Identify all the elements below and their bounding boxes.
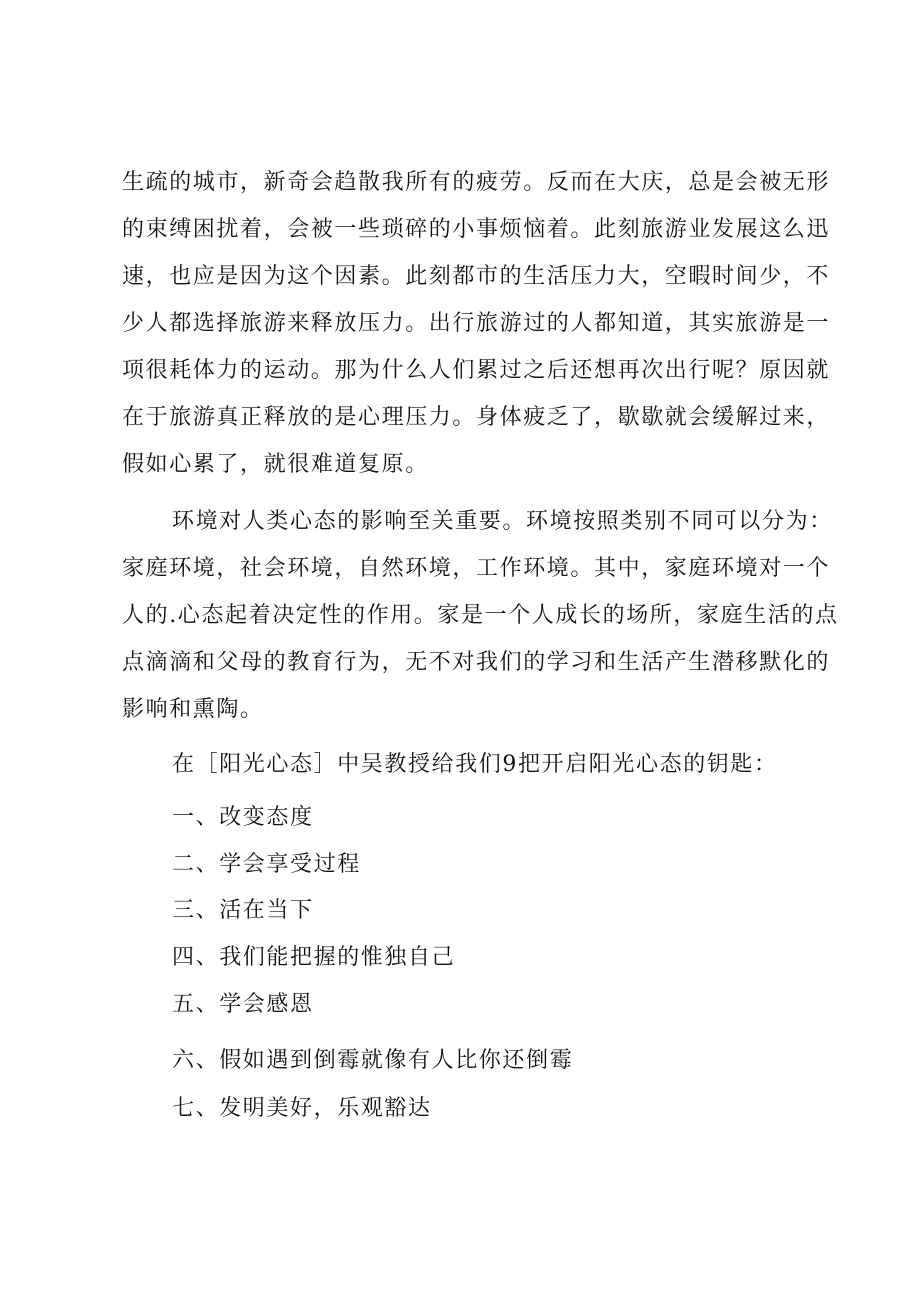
key-item-3: 三、活在当下 xyxy=(172,898,314,923)
paragraph-1-line-2: 的束缚困扰着，会被一些琐碎的小事烦恼着。此刻旅游业发展这么迅 xyxy=(122,217,831,242)
key-item-6: 六、假如遇到倒霉就像有人比你还倒霉 xyxy=(172,1048,574,1073)
paragraph-1-line-5: 项很耗体力的运动。那为什么人们累过之后还想再次出行呢？原因就 xyxy=(122,358,831,383)
key-item-4: 四、我们能把握的惟独自己 xyxy=(172,945,456,970)
paragraph-2-line-4: 点滴滴和父母的教育行为，无不对我们的学习和生活产生潜移默化的 xyxy=(122,650,831,675)
keys-intro: 在［阳光心态］中吴教授给我们9把开启阳光心态的钥匙： xyxy=(172,752,778,777)
paragraph-2-line-2: 家庭环境，社会环境，自然环境，工作环境。其中，家庭环境对一个 xyxy=(122,556,831,581)
paragraph-1-line-1: 生疏的城市，新奇会趋散我所有的疲劳。反而在大庆，总是会被无形 xyxy=(122,170,831,195)
paragraph-2-line-3: 人的.心态起着决定性的作用。家是一个人成长的场所，家庭生活的点 xyxy=(122,603,839,628)
paragraph-1-line-3: 速，也应是因为这个因素。此刻都市的生活压力大，空暇时间少，不 xyxy=(122,264,831,289)
paragraph-2-line-1: 环境对人类心态的影响至关重要。环境按照类别不同可以分为： xyxy=(172,509,833,534)
paragraph-1-line-7: 假如心累了，就很难道复原。 xyxy=(122,452,429,477)
key-item-1: 一、改变态度 xyxy=(172,805,314,830)
paragraph-1-line-4: 少人都选择旅游来释放压力。出行旅游过的人都知道，其实旅游是一 xyxy=(122,311,831,336)
paragraph-1-line-6: 在于旅游真正释放的是心理压力。身体疲乏了，歇歇就会缓解过来， xyxy=(122,405,831,430)
key-item-7: 七、发明美好，乐观豁达 xyxy=(172,1096,432,1121)
paragraph-2-line-5: 影响和熏陶。 xyxy=(122,697,264,722)
key-item-5: 五、学会感恩 xyxy=(172,992,314,1017)
key-item-2: 二、学会享受过程 xyxy=(172,852,361,877)
